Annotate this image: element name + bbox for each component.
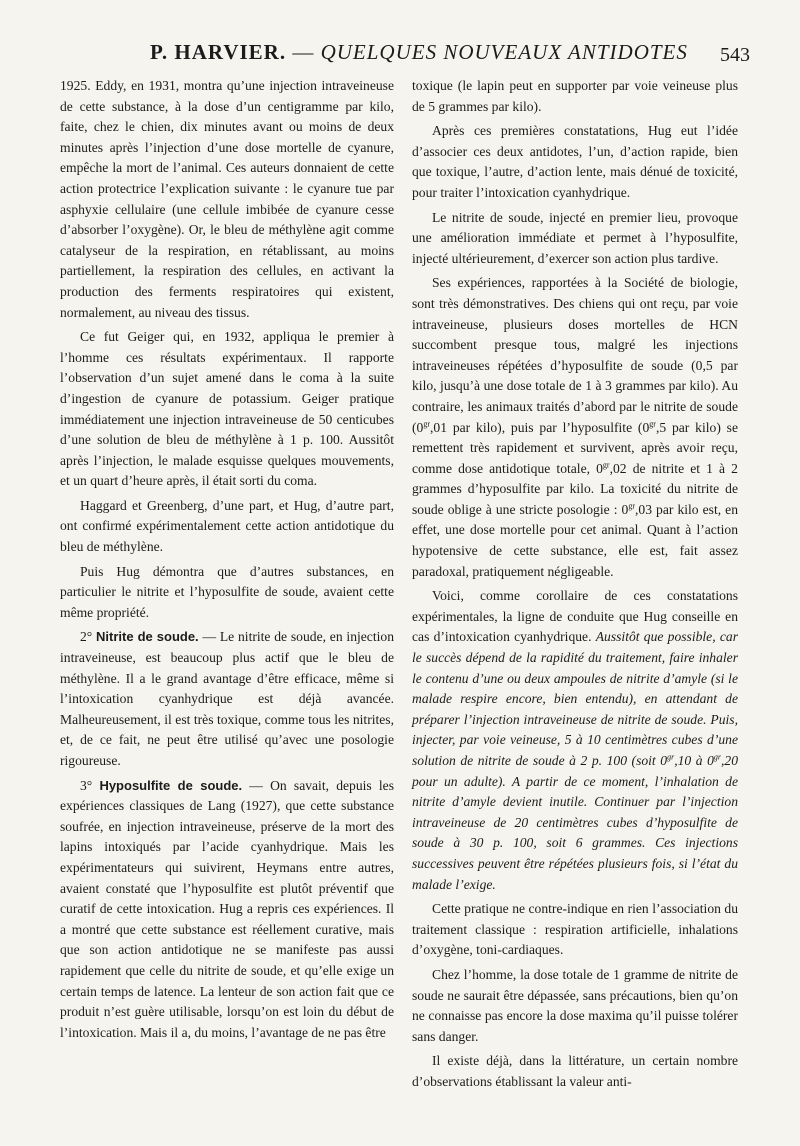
unit-superscript: gr [713, 752, 721, 762]
section-hyposulfite [60, 776, 394, 1044]
unit-superscript: gr [423, 418, 430, 428]
article-title: QUELQUES NOUVEAUX ANTIDOTES [320, 40, 688, 64]
page-number: 543 [720, 44, 750, 66]
paragraph: Haggard et Greenberg, d’une part, et Hug, d’autre part, ont confirmé expérimentalement cette action antidotique du bleu de méthylène. [60, 497, 394, 555]
text-run: ,02 de nitrite et 1 à 2 grammes d’hyposulfite par kilo. La toxicité du nitrite de soude oblige à une stricte posologie : 0 [412, 460, 738, 517]
section-nitrite [60, 627, 394, 771]
italic-run: Aussitôt que possible, car le succès dépend de la rapidité du traitement, faire inhaler le contenu d’une ou deux ampoules de nitrite d’amyle (si le malade respire encore, bien entendu), en attendant de préparer l’injection intraveineuse de nitrite de soude. Puis, injecter, par voie veineuse, 5 à 10 centimètres cubes d’une solution de nitrite de soude à 2 p. 100 (soit 0 [412, 629, 738, 768]
unit-superscript: gr [602, 460, 610, 470]
paragraph-experiments [412, 273, 738, 582]
italic-run: ,10 à 0 [674, 753, 714, 768]
section-heading: Hyposulfite de soude. [99, 777, 243, 793]
paragraph: Après ces premières constatations, Hug eut l’idée d’associer ces deux antidotes, l’un, d’action rapide, bien que toxique, l’autre, d’action lente, mais dénué de toxicité, pour traiter l’intoxication cyanhydrique. [412, 123, 738, 200]
running-head [60, 40, 750, 72]
unit-superscript: gr [628, 501, 635, 511]
italic-run: ,20 pour un adulte). A partir de ce moment, l’inhalation de nitrite d’amyle devient inutile. Continuer par l’injection intraveineuse de 20 centimètres cubes d’hyposulfite de soude à 30 p. 100, soit 6 grammes. Ces injections successives peuvent être répétées plusieurs fois, si l’état du malade l’exige. [412, 753, 738, 892]
unit-superscript: gr [667, 752, 675, 762]
paragraph: toxique (le lapin peut en supporter par voie veineuse plus de 5 grammes par kilo). [412, 78, 738, 114]
paragraph: Le nitrite de soude, injecté en premier lieu, provoque une amélioration immédiate et permet à l’hyposulfite, injecté ultérieurement, d’exercer son action plus tardive. [412, 209, 738, 266]
paragraph: Ce fut Geiger qui, en 1932, appliqua le premier à l’homme ces résultats expérimentaux. Il rapporte l’observation d’un sujet amené dans le coma à la suite d’ingestion de cyanure de potassium. Geiger pratique immédiatement une injection intraveineuse de 50 centicubes d’une solution de bleu de méthylène à 1 p. 100. Aussitôt après l’injection, le malade esquisse quelques mouvements, et un quart d’heure après, il était sorti du coma. [60, 329, 394, 489]
text-run: Voici, comme corollaire de ces constatations expérimentales, la ligne de conduite que Hug conseille en cas d’intoxication cyanhydrique. [412, 588, 738, 645]
unit-superscript: gr [649, 418, 656, 428]
section-text: — On savait, depuis les expériences classiques de Lang (1927), que cette substance soufrée, en injection intraveineuse, préserve de la mort des lapins intoxiqués par l’acide cyanhydrique. Mais les expérimentateurs qui suivirent, Heymans entre autres, avaient constaté que l’hyposulfite est plutôt préventif que curatif de cette intoxication. Hug a repris ces expériences. Il a montré que cette substance est réellement curative, mais que son action antidotique ne se manifeste pas aussi rapidement que celle du nitrite de soude, et qu’elle exige un certain temps de latence. La lenteur de son action fait que ce produit n’est guère utilisable, lorsqu’on est loin du début de l’intoxication. Mais il a, du moins, l’avantage de ne pas être [60, 777, 394, 1040]
text-run: Ses expériences, rapportées à la Société de biologie, sont très démonstratives. Des chiens qui ont reçu, par voie intraveineuse, plusieurs doses mortelles de HCN succombent presque tous, malgré les injections intraveineuses répétées d’hyposulfite de soude (0,5 par kilo, jusqu’à une dose totale de 1 à 3 grammes par kilo). Au contraire, les animaux traités d’abord par le nitrite de soude (0 [412, 275, 738, 435]
author-name: P. HARVIER. [150, 40, 287, 64]
section-heading: Nitrite de soude. [96, 629, 199, 645]
paragraph-protocol [412, 586, 738, 895]
paragraph: Chez l’homme, la dose totale de 1 gramme de nitrite de soude ne saurait être dépassée, sans précautions, bien qu’on ne connaisse pas encore la dose maxima qu’il puisse tolérer sans danger. [412, 966, 738, 1044]
paragraph: 1925. Eddy, en 1931, montra qu’une injection intraveineuse de cette substance, à la dose d’un centigramme par kilo, faite, chez le chien, dix minutes avant ou moins de deux minutes après l’injection d’une dose mortelle de cyanure, empêche la mort de l’animal. Ces auteurs donnaient de cette action protectrice l’explication suivante : le cyanure tue par asphyxie cellulaire (une cellule imbibée de cyanure cesse d’absorber l’oxygène). Or, le bleu de méthylène agit comme catalyseur de la respiration, en rétablissant, au moins partiellement, la respiration des cellules, en activant la production des ferments respiratoires qui existent, normalement, au niveau des tissus. [60, 78, 394, 320]
title-separator: — [286, 40, 321, 64]
running-title [150, 40, 688, 65]
section-number: 3° [80, 777, 100, 793]
paragraph: Puis Hug démontra que d’autres substances, en particulier le nitrite et l’hyposulfite de soude, avaient cette même propriété. [60, 563, 394, 620]
section-text: — Le nitrite de soude, en injection intraveineuse, est beaucoup plus actif que le bleu de méthylène. Il a le grand avantage d’être efficace, même si l’intoxication cyanhydrique est déjà avancée. Malheureusement, il est très toxique, comme tous les nitrites, et, de ce fait, ne peut être utilisé qu’avec une posologie rigoureuse. [60, 629, 394, 768]
paragraph: Il existe déjà, dans la littérature, un certain nombre d’observations établissant la valeur anti- [412, 1053, 738, 1089]
paragraph: Cette pratique ne contre-indique en rien l’association du traitement classique : respiration artificielle, inhalations d’oxygène, toni-cardiaques. [412, 901, 738, 958]
text-run: ,03 par kilo est, en effet, une dose mortelle pour cet animal. Quant à l’action hypotensive de cette substance, elle est, fait assez paradoxal, pratiquement négligeable. [412, 501, 739, 579]
text-run: ,01 par kilo), puis par l’hyposulfite (0 [430, 419, 650, 435]
left-column [60, 76, 394, 1043]
right-column [412, 76, 738, 1093]
text-run: ,5 par kilo) se remettent très rapidement et survivent, après avoir reçu, comme dose antidotique totale, 0 [412, 419, 739, 476]
section-number: 2° [80, 629, 97, 645]
